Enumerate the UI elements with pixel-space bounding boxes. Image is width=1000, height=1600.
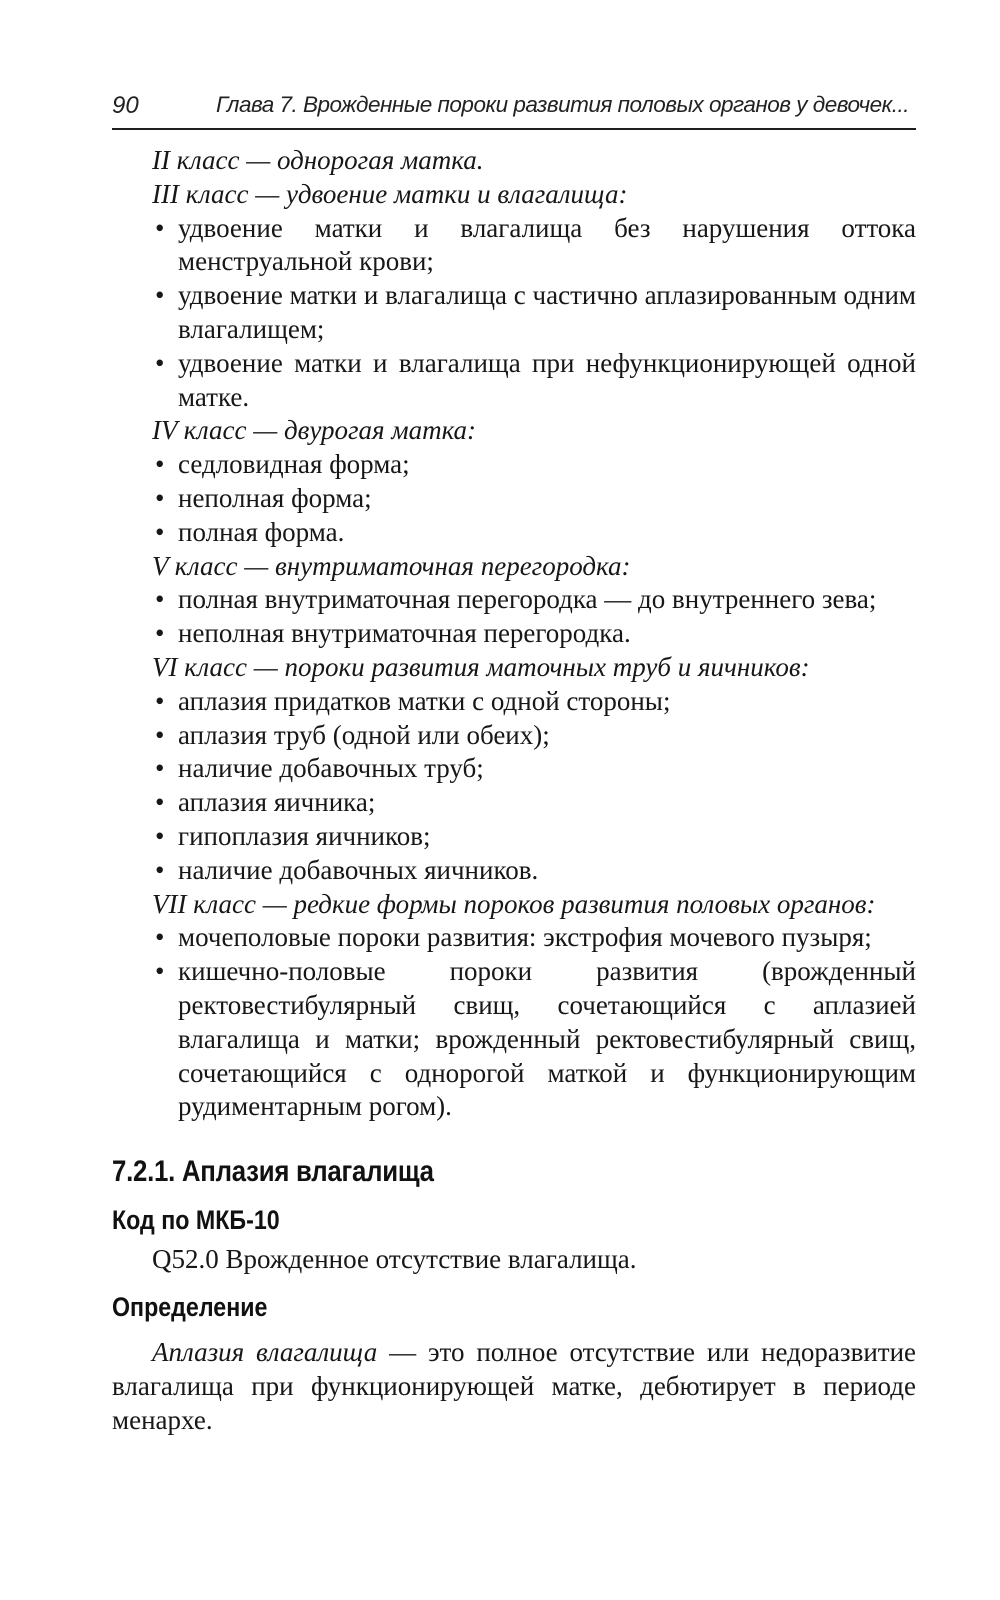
bullet-icon: • <box>155 280 165 311</box>
class-title: IV класс — двурогая матка: <box>152 415 477 446</box>
list-item-text: аплазия труб (одной или обеих); <box>178 719 550 750</box>
icd-code-line: Q52.0 Врожденное отсутствие влагалища. <box>152 1244 637 1275</box>
bullet-icon: • <box>155 820 165 851</box>
list-item <box>112 482 916 516</box>
list-item-text: удвоение матки и влагалища при нефункционирующей одной матке. <box>178 347 916 412</box>
section-title: 7.2.1. Аплазия влагалища <box>112 1155 434 1189</box>
list-item-text: аплазия яичника; <box>178 787 376 818</box>
bullet-icon: • <box>155 753 165 784</box>
list-item-text: наличие добавочных яичников. <box>178 854 539 885</box>
list-item <box>112 752 916 786</box>
bullet-icon: • <box>155 347 165 378</box>
bullet-icon: • <box>155 787 165 818</box>
page-number: 90 <box>112 92 139 119</box>
list-item <box>112 955 916 1124</box>
list-item-text: полная внутриматочная перегородка — до внутреннего зева; <box>178 584 877 615</box>
running-title: Глава 7. Врожденные пороки развития половых органов у девочек... <box>216 92 910 117</box>
bullet-icon: • <box>155 516 165 547</box>
list-item-text: неполная форма; <box>178 482 372 513</box>
list-item <box>112 448 916 482</box>
bullet-icon: • <box>155 719 165 750</box>
bullet-icon: • <box>155 956 165 987</box>
list-item <box>112 786 916 820</box>
bullet-icon: • <box>155 449 165 480</box>
list-item-text: неполная внутриматочная перегородка. <box>178 618 631 649</box>
list-item-text: удвоение матки и влагалища с частично аплазированным одним влагалищем; <box>178 280 916 344</box>
classification-list <box>112 144 916 1124</box>
list-item-text: удвоение матки и влагалища без нарушения оттока менструальной крови; <box>178 212 916 277</box>
bullet-icon: • <box>155 854 165 885</box>
class-title: V класс — внутриматочная перегородка: <box>152 550 631 581</box>
list-item <box>112 516 916 550</box>
list-item-text: аплазия придатков матки с одной стороны; <box>178 685 671 716</box>
list-item-text: гипоплазия яичников; <box>178 820 431 851</box>
list-item <box>112 854 916 888</box>
page-content <box>112 144 916 1437</box>
list-item-text: наличие добавочных труб; <box>178 753 484 784</box>
list-item <box>112 820 916 854</box>
bullet-icon: • <box>155 482 165 513</box>
class-title: II класс — однорогая матка. <box>152 145 484 175</box>
bullet-icon: • <box>155 618 165 649</box>
bullet-icon: • <box>155 584 165 615</box>
definition-text: — это полное отсутствие или недоразвитие влагалища при функционирующей матке, дебютирует в периоде менархе. <box>112 1336 916 1435</box>
list-item <box>112 279 916 347</box>
bullet-icon: • <box>155 922 165 953</box>
list-item-text: кишечно-половые пороки развития (врожденный ректовестибулярный свищ, сочетающийся с аплазией влагалища и матки; врожденный ректовестибулярный свищ, сочетающийся с однорогой маткой и функционирующим рудиментарным рогом). <box>178 956 916 1122</box>
list-item <box>112 617 916 651</box>
list-item <box>112 921 916 955</box>
definition-paragraph <box>112 1336 916 1437</box>
class-title: VII класс — редкие формы пороков развития половых органов: <box>152 888 876 919</box>
definition-term: Аплазия влагалища <box>152 1336 378 1367</box>
class-title: III класс — удвоение матки и влагалища: <box>152 178 628 209</box>
list-item <box>112 347 916 415</box>
list-item <box>112 212 916 280</box>
page-header <box>112 88 916 130</box>
list-item <box>112 719 916 753</box>
list-item <box>112 685 916 719</box>
definition-heading: Определение <box>112 1291 268 1322</box>
list-item <box>112 583 916 617</box>
list-item-text: седловидная форма; <box>178 449 410 480</box>
list-item-text: мочеполовые пороки развития: экстрофия мочевого пузыря; <box>178 922 872 953</box>
list-item-text: полная форма. <box>178 516 345 547</box>
class-title: VI класс — пороки развития маточных труб и яичников: <box>152 651 810 682</box>
icd-heading: Код по МКБ-10 <box>112 1205 280 1236</box>
bullet-icon: • <box>155 685 165 716</box>
bullet-icon: • <box>155 212 165 243</box>
